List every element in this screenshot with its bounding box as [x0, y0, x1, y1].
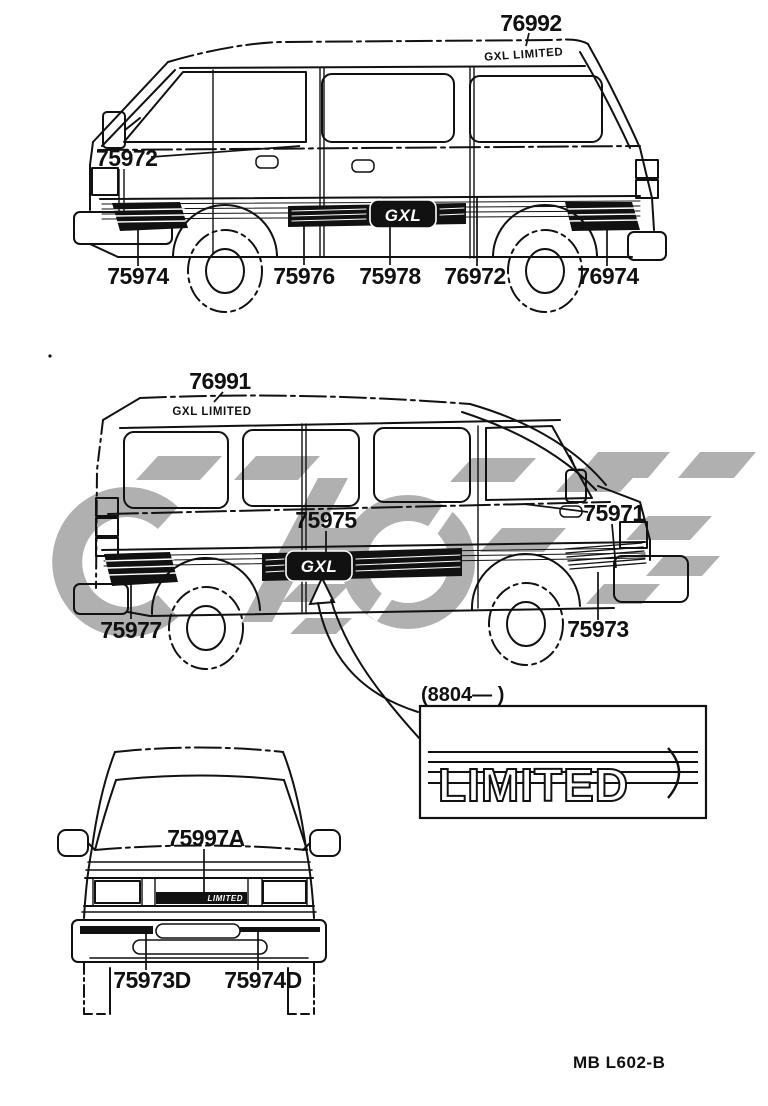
middle-van-side-logo: GXL: [300, 557, 338, 576]
part-label-76974: 76974: [577, 263, 639, 289]
left-headlight: [95, 881, 140, 903]
left-mirror: [58, 830, 88, 856]
roof-top-line: [115, 748, 283, 753]
front-tire: [188, 230, 262, 312]
part-label-75974D: 75974D: [224, 967, 302, 993]
d-pillar-line: [588, 44, 640, 148]
part-label-76972: 76972: [444, 263, 506, 289]
rear-pillar-line: [103, 398, 140, 420]
slider-handle: [352, 160, 374, 172]
rear-quarter-stripe-block: [104, 552, 178, 586]
limited-decal-text: LIMITED: [438, 759, 629, 811]
watermark-chevron: [234, 456, 320, 480]
part-label-76992: 76992: [500, 10, 562, 36]
watermark-chevron: [480, 528, 566, 552]
part-label-75974: 75974: [107, 263, 169, 289]
part-label-75972: 75972: [96, 145, 158, 171]
door-handle: [256, 156, 278, 168]
part-label-75976: 75976: [273, 263, 335, 289]
rear-wheel-hub: [526, 249, 564, 293]
slider-seam: [470, 68, 474, 258]
part-label-75975: 75975: [295, 507, 357, 533]
part-label-75997A: 75997A: [167, 825, 245, 851]
front-fender-stripe-lines: [565, 543, 646, 569]
page-dot-mark: [48, 354, 51, 357]
windshield-top: [116, 776, 284, 781]
top-van-roof-decal: GXL LIMITED: [483, 46, 564, 64]
watermark-chevron: [576, 452, 670, 478]
top-van-side-logo: GXL: [384, 206, 422, 225]
right-mirror: [310, 830, 340, 856]
rear-window: [470, 76, 602, 142]
middle-van-roof-decal: GXL LIMITED: [172, 406, 252, 418]
rear-bumper: [628, 232, 666, 260]
part-label-75973: 75973: [567, 616, 629, 642]
middle-window: [322, 74, 454, 142]
leader-75972: [151, 146, 300, 157]
part-label-76991: 76991: [189, 368, 251, 394]
watermark-chevron: [678, 452, 756, 478]
rear-tire: [508, 230, 582, 312]
front-van-leader-lines: [146, 849, 258, 970]
watermark-chevron: [450, 458, 536, 482]
rear-wheel-hub: [187, 606, 225, 650]
headlight: [92, 168, 118, 195]
watermark-chevron: [646, 556, 720, 576]
roof-line: [140, 396, 470, 404]
part-label-75977: 75977: [100, 617, 162, 643]
cowl-lines: [86, 862, 312, 870]
front-door-window: [124, 72, 306, 142]
leader-75971-left: [524, 504, 588, 512]
beltline: [98, 146, 640, 150]
license-recess: [156, 924, 240, 938]
tail-lamp-3: [96, 538, 118, 556]
callout-date-range: (8804— ): [421, 684, 505, 706]
right-body-edge: [283, 752, 314, 918]
a-pillar-inner-line: [102, 70, 175, 146]
window-top-rail: [180, 66, 585, 68]
watermark-logo: [67, 452, 756, 634]
rear-tire: [169, 587, 243, 669]
footer-page-code: MB L602-B: [573, 1053, 666, 1072]
part-label-75978: 75978: [359, 263, 421, 289]
d-pillar-inner-line: [580, 52, 630, 148]
part-label-75971: 75971: [583, 500, 645, 526]
part-label-75973D: 75973D: [113, 967, 191, 993]
watermark-chevron: [136, 456, 222, 480]
front-van-grille-decal: LIMITED: [207, 894, 243, 903]
bumper-lower-recess: [133, 940, 267, 954]
slider-window: [374, 428, 470, 502]
stripe-top-line: [100, 196, 640, 199]
bumper-stripe-left: [80, 926, 153, 934]
front-wheel-hub: [206, 249, 244, 293]
right-headlight: [263, 881, 306, 903]
bumper-stripe-right: [240, 927, 320, 932]
front-tire: [489, 583, 563, 665]
front-valance-line: [90, 244, 118, 257]
limited-callout-box: [420, 706, 706, 818]
